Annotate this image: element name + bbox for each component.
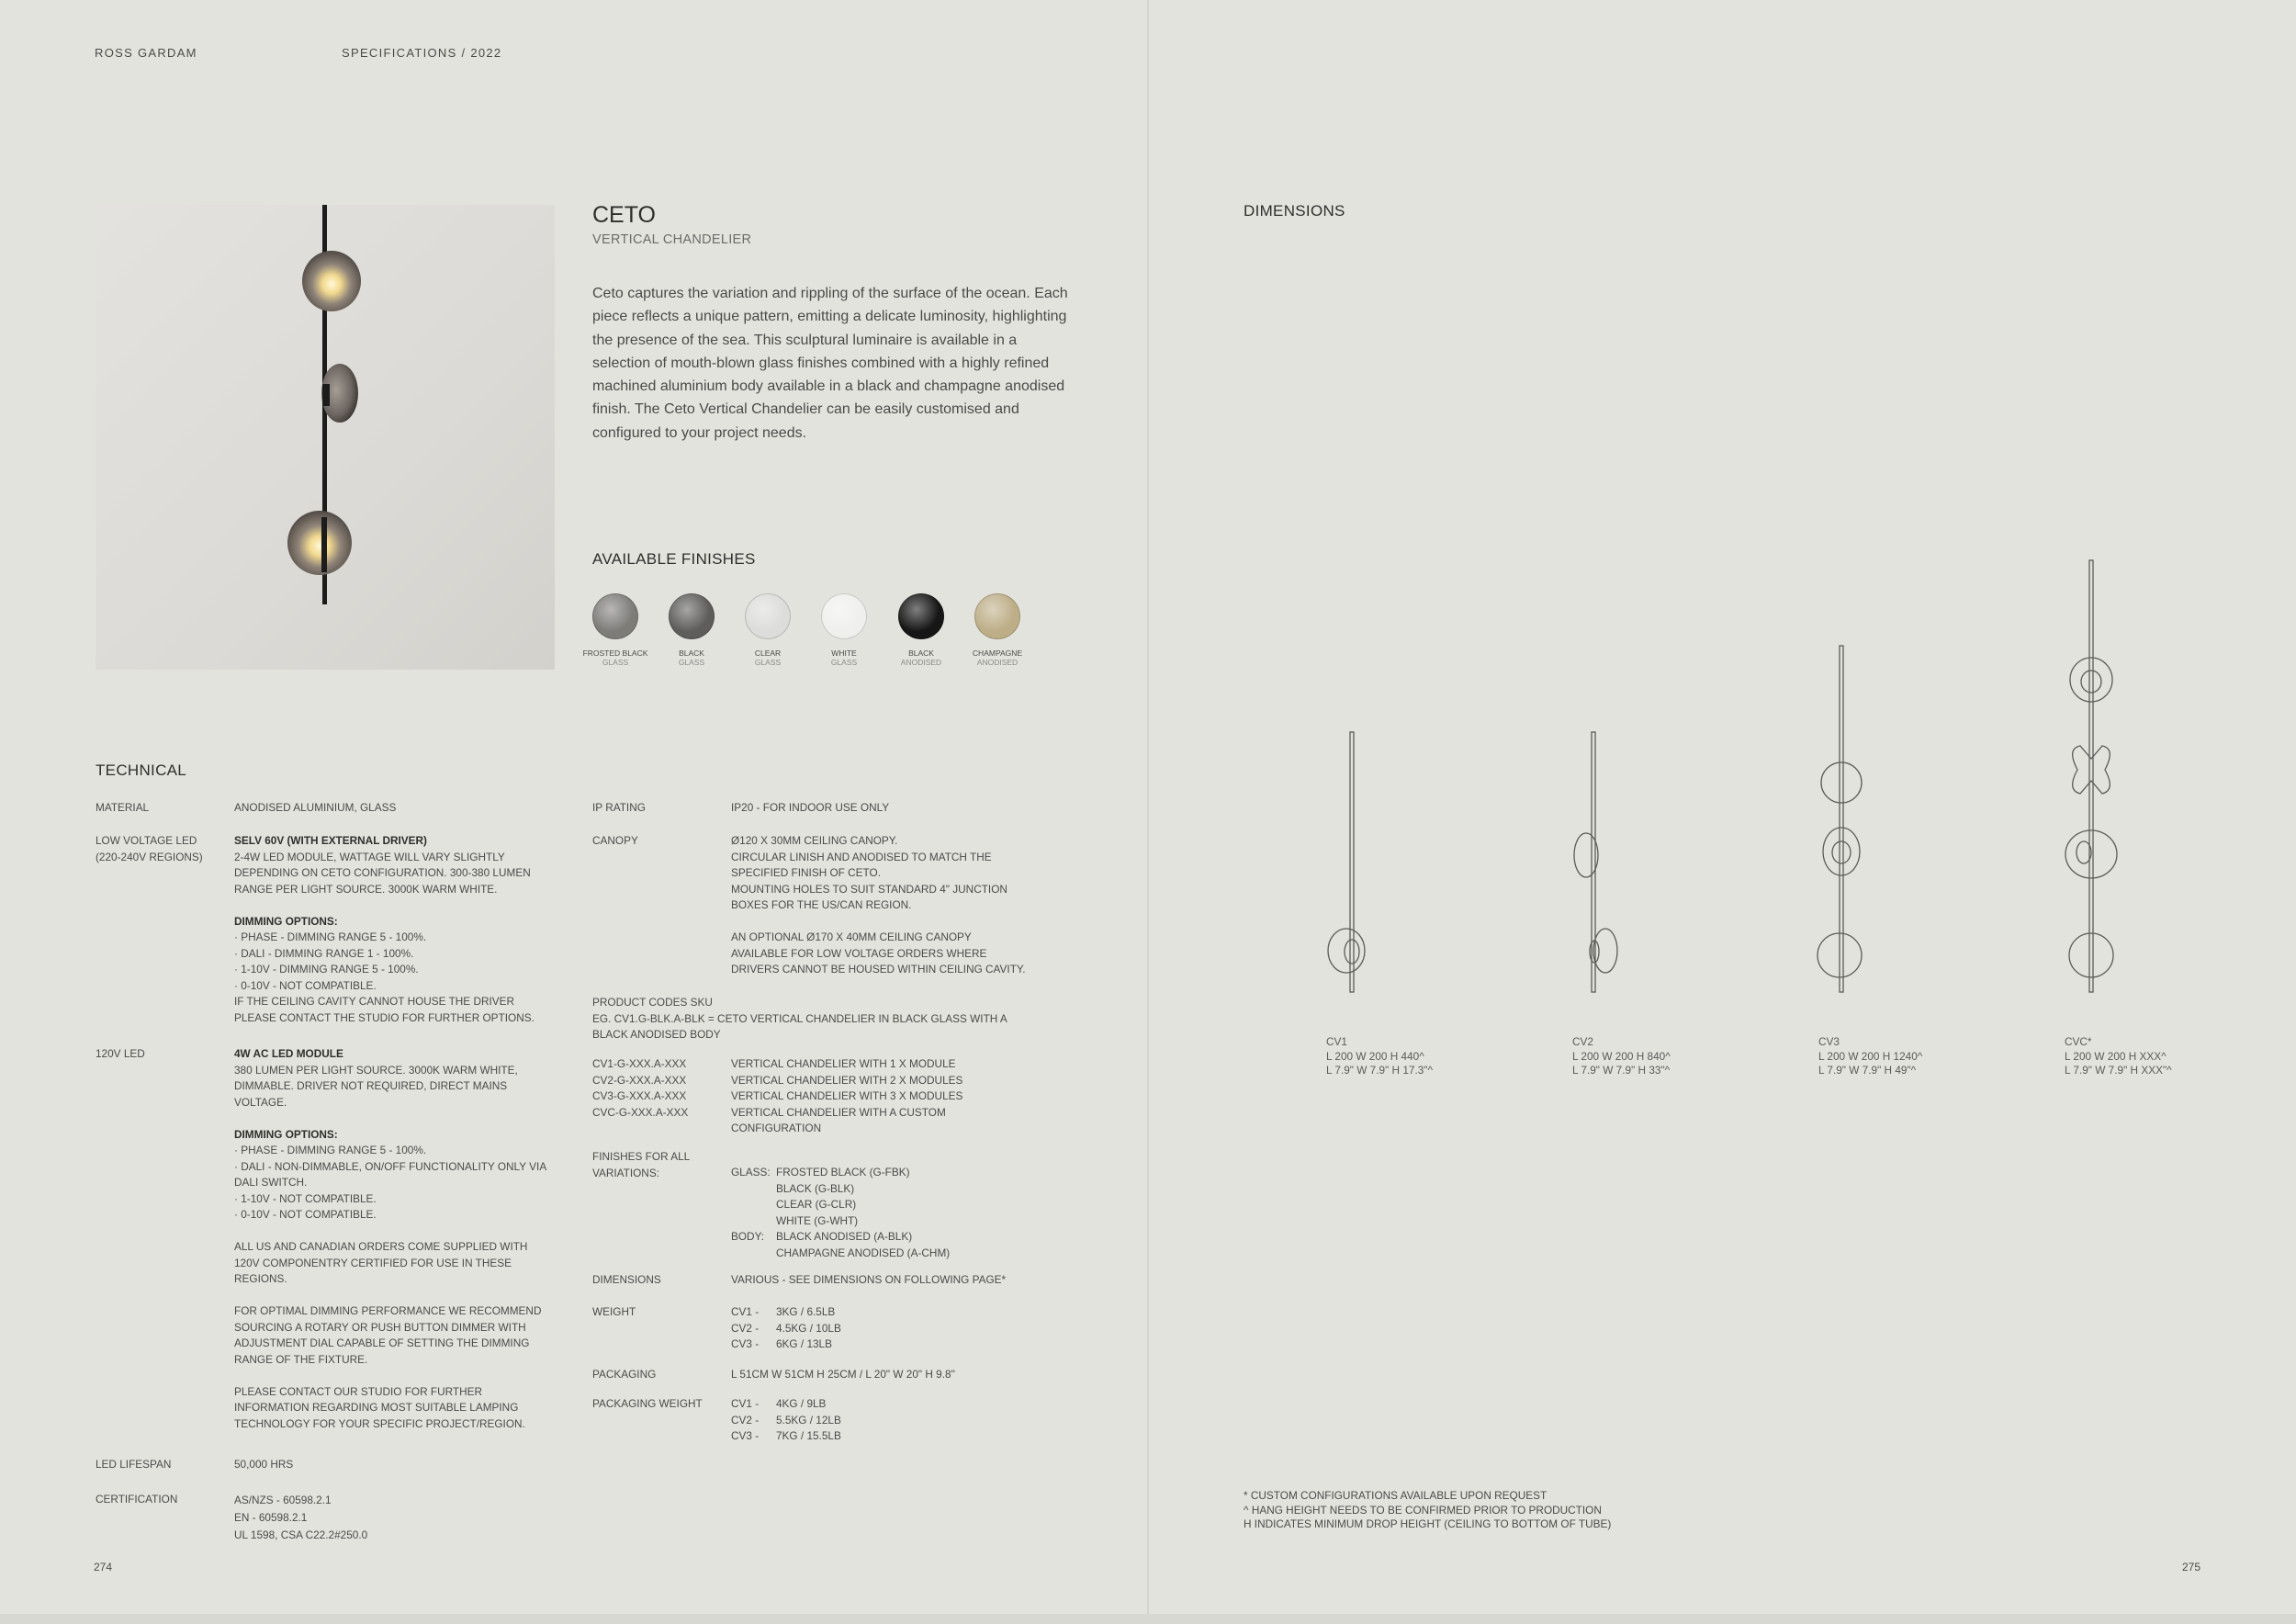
- packaging-label: PACKAGING: [592, 1368, 657, 1381]
- technical-heading: TECHNICAL: [96, 761, 187, 779]
- model-metric: L 200 W 200 H 440^: [1326, 1049, 1424, 1063]
- finish-swatch: [669, 593, 715, 639]
- finish-label: [956, 648, 1039, 667]
- led120-title: 4W AC LED MODULE: [234, 1047, 343, 1060]
- canopy-value: Ø120 X 30MM CEILING CANOPY. CIRCULAR LINISH AND ANODISED TO MATCH THE SPECIFIED FINISH OF CETO. MOUNTING HOLES TO SUIT STANDARD 4" JUNCTION BOXES FOR THE US/CAN REGION. AN OPTIONAL Ø170 X 40MM CEILING CANOPY AVAILABLE FOR LOW VOLTAGE ORDERS WHERE DRIVERS CANNOT BE HOUSED WITHIN CEILING CAVITY.: [731, 834, 1026, 976]
- packaging-value: L 51CM W 51CM H 25CM / L 20" W 20" H 9.8": [731, 1368, 955, 1381]
- model-imperial: L 7.9" W 7.9" H 49"^: [1818, 1064, 1917, 1077]
- model-dimension-label: [1326, 1035, 1433, 1078]
- led120-dimming-title: DIMMING OPTIONS:: [234, 1127, 338, 1141]
- finish-label-line2: GLASS: [830, 658, 858, 667]
- finish-label-line1: CLEAR: [754, 648, 782, 658]
- product-subtitle: VERTICAL CHANDELIER: [592, 232, 752, 247]
- led120-label: 120V LED: [96, 1047, 145, 1060]
- model-code: CV1: [1326, 1035, 1347, 1048]
- product-description: Ceto captures the variation and rippling of the surface of the ocean. Each piece reflects a unique pattern, emitting a delicate luminosity, highlighting the presence of the sea. This sculptural luminaire is available in a selection of mouth-blown glass finishes combined with a highly refined machined aluminium body available in a black and champagne anodised finish. The Ceto Vertical Chandelier can be easily customised and configured to your project needs.: [592, 286, 1068, 441]
- material-value: ANODISED ALUMINIUM, GLASS: [234, 801, 397, 814]
- certification-value: AS/NZS - 60598.2.1 EN - 60598.2.1 UL 1598, CSA C22.2#250.0: [234, 1494, 368, 1541]
- led120-block: [234, 1046, 556, 1432]
- page-spine: [1147, 0, 1149, 1624]
- model-metric: L 200 W 200 H 840^: [1572, 1049, 1671, 1063]
- finish-label-line2: GLASS: [754, 658, 782, 667]
- material-label: MATERIAL: [96, 801, 150, 814]
- finish-swatch: [898, 593, 944, 639]
- model-code: CVC*: [2065, 1035, 2092, 1048]
- led120-note-1: ALL US AND CANADIAN ORDERS COME SUPPLIED WITH 120V COMPONENTRY CERTIFIED FOR USE IN THESE REGIONS.: [234, 1240, 528, 1285]
- model-imperial: L 7.9" W 7.9" H XXX"^: [2065, 1064, 2172, 1077]
- sku-descriptions: VERTICAL CHANDELIER WITH 1 X MODULE VERTICAL CHANDELIER WITH 2 X MODULES VERTICAL CHANDELIER WITH 3 X MODULES VERTICAL CHANDELIER WITH A CUSTOM CONFIGURATION: [731, 1057, 963, 1134]
- lifespan-value: 50,000 HRS: [234, 1458, 294, 1471]
- finishes-variations-label: FINISHES FOR ALL VARIATIONS:: [592, 1150, 691, 1179]
- dimensions-heading: DIMENSIONS: [1244, 202, 1345, 220]
- sku-text: PRODUCT CODES SKU EG. CV1.G-BLK.A-BLK = CETO VERTICAL CHANDELIER IN BLACK GLASS WITH A BLACK ANODISED BODY: [592, 996, 1007, 1041]
- finish-label-line1: WHITE: [831, 648, 857, 658]
- dimension-footnotes: * CUSTOM CONFIGURATIONS AVAILABLE UPON REQUEST ^ HANG HEIGHT NEEDS TO BE CONFIRMED PRIOR TO PRODUCTION H INDICATES MINIMUM DROP HEIGHT (CEILING TO BOTTOM OF TUBE): [1244, 1489, 1612, 1530]
- model-code: CV2: [1572, 1035, 1593, 1048]
- certification-label: CERTIFICATION: [96, 1493, 178, 1506]
- dimension-drawings: [1286, 542, 2204, 1001]
- finishes-heading: AVAILABLE FINISHES: [592, 550, 756, 568]
- led120-text: 380 LUMEN PER LIGHT SOURCE. 3000K WARM WHITE, DIMMABLE. DRIVER NOT REQUIRED, DIRECT MAINS VOLTAGE.: [234, 1063, 518, 1109]
- section-title: SPECIFICATIONS / 2022: [342, 46, 502, 60]
- low-voltage-block: [234, 833, 556, 1026]
- cvc-drawing: [2065, 560, 2117, 992]
- finish-label: [803, 648, 885, 667]
- cv2-drawing: [1574, 732, 1617, 992]
- weight-keys: CV1 - CV2 - CV3 -: [731, 1305, 760, 1350]
- cv1-drawing: [1328, 732, 1365, 992]
- lv-dimming-title: DIMMING OPTIONS:: [234, 914, 338, 928]
- model-dimension-label: [1818, 1035, 1922, 1078]
- model-dimension-label: [1572, 1035, 1671, 1078]
- product-photo: [96, 205, 555, 670]
- led120-note-2: FOR OPTIMAL DIMMING PERFORMANCE WE RECOMMEND SOURCING A ROTARY OR PUSH BUTTON DIMMER WITH ADJUSTMENT DIAL CAPABLE OF SETTING THE DIMMING RANGE OF THE FIXTURE.: [234, 1304, 542, 1366]
- finish-label-line1: FROSTED BLACK: [582, 648, 648, 658]
- page-number-right: 275: [2182, 1561, 2201, 1573]
- finishes-values: FROSTED BLACK (G-FBK) BLACK (G-BLK) CLEAR (G-CLR) WHITE (G-WHT) BLACK ANODISED (A-BLK) CHAMPAGNE ANODISED (A-CHM): [776, 1166, 951, 1259]
- cv3-drawing: [1818, 646, 1862, 992]
- page-number-left: 274: [94, 1561, 113, 1573]
- packaging-weight-values: 4KG / 9LB 5.5KG / 12LB 7KG / 15.5LB: [776, 1397, 841, 1442]
- packaging-weight-label: PACKAGING WEIGHT: [592, 1397, 703, 1410]
- lv-dimming-text: · PHASE - DIMMING RANGE 5 - 100%. · DALI - DIMMING RANGE 1 - 100%. · 1-10V - DIMMING RANGE 5 - 100%. · 0-10V - NOT COMPATIBLE. IF THE CEILING CAVITY CANNOT HOUSE THE DRIVER PLEASE CONTACT THE STUDIO FOR FURTHER OPTIONS.: [234, 930, 535, 1024]
- finish-label: [650, 648, 733, 667]
- model-dimension-label: [2065, 1035, 2172, 1078]
- finish-swatch: [821, 593, 867, 639]
- finish-label-line1: CHAMPAGNE: [972, 648, 1023, 658]
- finish-label-line2: GLASS: [602, 658, 629, 667]
- low-voltage-label: LOW VOLTAGE LED (220-240V REGIONS): [96, 834, 203, 863]
- weight-label: WEIGHT: [592, 1305, 636, 1318]
- finish-label-line1: BLACK: [679, 648, 704, 658]
- finish-label-line2: ANODISED: [900, 658, 942, 667]
- finish-label: [574, 648, 657, 667]
- dimensions-label: DIMENSIONS: [592, 1273, 661, 1286]
- canopy-label: CANOPY: [592, 834, 638, 847]
- brand-name: ROSS GARDAM: [95, 46, 197, 60]
- finish-label-line1: BLACK: [908, 648, 934, 658]
- model-code: CV3: [1818, 1035, 1840, 1048]
- dimensions-value: VARIOUS - SEE DIMENSIONS ON FOLLOWING PAGE*: [731, 1273, 1007, 1286]
- led120-dimming-text: · PHASE - DIMMING RANGE 5 - 100%. · DALI - NON-DIMMABLE, ON/OFF FUNCTIONALITY ONLY VIA DALI SWITCH. · 1-10V - NOT COMPATIBLE. · 0-10V - NOT COMPATIBLE.: [234, 1144, 546, 1221]
- weight-values: 3KG / 6.5LB 4.5KG / 10LB 6KG / 13LB: [776, 1305, 841, 1350]
- lifespan-label: LED LIFESPAN: [96, 1458, 172, 1471]
- finish-swatch: [745, 593, 791, 639]
- ip-rating-label: IP RATING: [592, 801, 646, 814]
- sku-codes: CV1-G-XXX.A-XXX CV2-G-XXX.A-XXX CV3-G-XXX.A-XXX CVC-G-XXX.A-XXX: [592, 1057, 689, 1119]
- chandelier-illustration: [96, 205, 555, 670]
- finishes-keys: GLASS: BODY:: [731, 1166, 771, 1243]
- bottom-edge: [0, 1614, 2296, 1624]
- led120-note-3: PLEASE CONTACT OUR STUDIO FOR FURTHER INFORMATION REGARDING MOST SUITABLE LAMPING TECHNOLOGY FOR YOUR SPECIFIC PROJECT/REGION.: [234, 1384, 525, 1430]
- finish-label: [726, 648, 809, 667]
- finish-swatch: [974, 593, 1020, 639]
- model-metric: L 200 W 200 H 1240^: [1818, 1049, 1923, 1063]
- low-voltage-title: SELV 60V (WITH EXTERNAL DRIVER): [234, 834, 427, 847]
- finish-label-line2: ANODISED: [976, 658, 1019, 667]
- low-voltage-text: 2-4W LED MODULE, WATTAGE WILL VARY SLIGHTLY DEPENDING ON CETO CONFIGURATION. 300-380 LUMEN RANGE PER LIGHT SOURCE. 3000K WARM WHITE.: [234, 850, 531, 896]
- product-name: CETO: [592, 202, 656, 228]
- ip-rating-value: IP20 - FOR INDOOR USE ONLY: [731, 801, 890, 814]
- finish-label-line2: GLASS: [678, 658, 705, 667]
- finish-swatch: [592, 593, 638, 639]
- model-metric: L 200 W 200 H XXX^: [2065, 1049, 2167, 1063]
- model-imperial: L 7.9" W 7.9" H 33"^: [1572, 1064, 1671, 1077]
- model-imperial: L 7.9" W 7.9" H 17.3"^: [1326, 1064, 1434, 1077]
- packaging-weight-keys: CV1 - CV2 - CV3 -: [731, 1397, 760, 1442]
- finish-label: [880, 648, 962, 667]
